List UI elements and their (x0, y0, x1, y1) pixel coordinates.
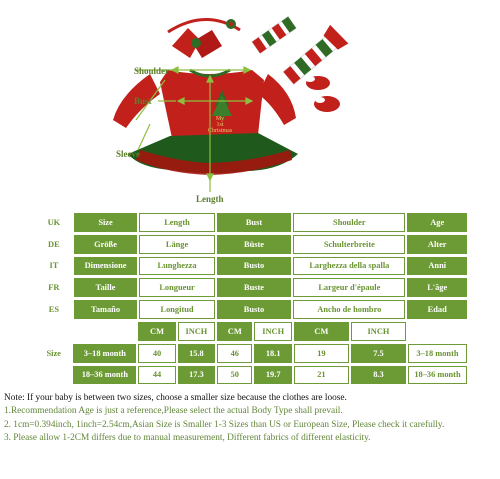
table-row-fr (36, 278, 467, 297)
note-line-1: 1.Recommendation Age is just a reference,Please select the actual Body Type shall prevail. (4, 406, 343, 417)
bust-header: Busto (217, 300, 291, 319)
size-header: Size (74, 213, 138, 232)
table-row-uk (36, 213, 467, 232)
length-inch-header: INCH (178, 322, 215, 341)
product-illustration (0, 0, 500, 210)
lang-code: FR (36, 278, 72, 297)
shoulder-header: Largeur d'épaule (293, 278, 405, 297)
bust-header: Büste (217, 235, 291, 254)
shoulder-inch-value: 7.5 (351, 344, 406, 363)
size-header: Taille (74, 278, 138, 297)
note-line-0: Note: If your baby is between two sizes, choose a smaller size because the clothes are loose. (4, 393, 347, 403)
bust-label: Bust (134, 96, 152, 106)
bust-inch-value: 18.1 (254, 344, 291, 363)
note-line-2: 2. 1cm=0.394inch, 1inch=2.54cm,Asian Size is Smaller 1-3 Sizes than US or European Size, Please check it carefully. (4, 419, 445, 430)
bust-header: Bust (217, 213, 291, 232)
shoulder-header: Larghezza della spalla (293, 257, 405, 276)
table-row (36, 366, 467, 385)
table-row-it (36, 257, 467, 276)
shoulder-cm-value: 19 (294, 344, 349, 363)
bust-header: Buste (217, 278, 291, 297)
empty-cell (36, 366, 71, 385)
shoulder-cm-value: 21 (294, 366, 349, 385)
length-cm-value: 40 (138, 344, 175, 363)
table-row-es (36, 300, 467, 319)
length-header: Longitud (139, 300, 214, 319)
shoulder-cm-header: CM (294, 322, 349, 341)
age-header: L'âge (407, 278, 467, 297)
empty-cell (408, 322, 467, 341)
bust-cm-value: 46 (217, 344, 252, 363)
leg-warmers-image (252, 17, 348, 88)
dress-image (113, 70, 298, 175)
headband-image (168, 19, 240, 58)
bust-cm-value: 50 (217, 366, 252, 385)
shoulder-header: Shoulder (293, 213, 405, 232)
shoulder-inch-header: INCH (351, 322, 406, 341)
length-inch-value: 15.8 (178, 344, 215, 363)
length-label: Length (196, 194, 224, 204)
length-cm-header: CM (138, 322, 175, 341)
age-value: 18–36 month (408, 366, 467, 385)
bust-inch-value: 19.7 (254, 366, 291, 385)
bust-cm-header: CM (217, 322, 252, 341)
age-header: Age (407, 213, 467, 232)
age-value: 3–18 month (408, 344, 467, 363)
sleeve-label: Sleeve (116, 149, 140, 159)
lang-code: ES (36, 300, 72, 319)
lang-code: DE (36, 235, 72, 254)
size-header: Dimensione (74, 257, 138, 276)
lang-code: IT (36, 257, 72, 276)
shoulder-inch-value: 8.3 (351, 366, 406, 385)
table-row (36, 344, 467, 363)
size-chart-table (36, 213, 467, 387)
size-header: Größe (74, 235, 138, 254)
length-header: Länge (139, 235, 214, 254)
note-line-3: 3. Please allow 1-2CM differs due to manual measurement, Different fabrics of different elasticity. (4, 432, 371, 443)
shoulder-header: Ancho de hombro (293, 300, 405, 319)
dress-print-line-2: 1st (216, 122, 224, 128)
age-header: Edad (407, 300, 467, 319)
size-value: 3–18 month (73, 344, 136, 363)
size-row-label: Size (36, 344, 71, 363)
bust-header: Busto (217, 257, 291, 276)
empty-cell (73, 322, 136, 341)
length-inch-value: 17.3 (178, 366, 215, 385)
size-header: Tamaño (74, 300, 138, 319)
bust-inch-header: INCH (254, 322, 291, 341)
length-header: Length (139, 213, 214, 232)
lang-code: UK (36, 213, 72, 232)
shoes-image (305, 76, 340, 112)
dress-print-line-1: My (215, 116, 225, 122)
size-value: 18–36 month (73, 366, 136, 385)
length-cm-value: 44 (138, 366, 175, 385)
length-header: Lunghezza (139, 257, 214, 276)
table-row-de (36, 235, 467, 254)
shoulder-label: Shoulder (134, 66, 170, 76)
age-header: Anni (407, 257, 467, 276)
age-header: Alter (407, 235, 467, 254)
size-notes (0, 392, 500, 445)
shoulder-header: Schulterbreite (293, 235, 405, 254)
dress-print-line-3: Christmas (207, 128, 233, 134)
length-header: Longueur (139, 278, 214, 297)
